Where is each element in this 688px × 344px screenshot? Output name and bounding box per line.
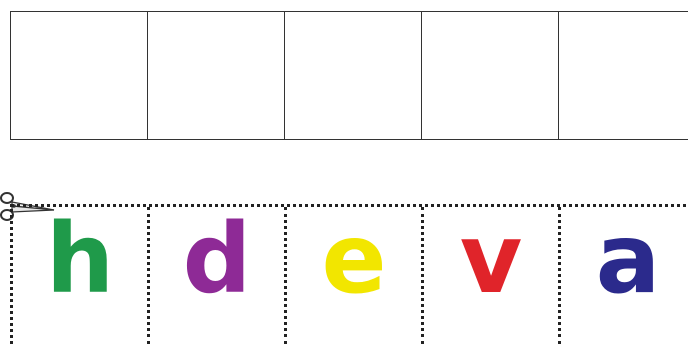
answer-box-2[interactable] (148, 12, 285, 139)
letter-card-3[interactable] (287, 203, 424, 344)
answer-box-4[interactable] (422, 12, 559, 139)
answer-box-3[interactable] (285, 12, 422, 139)
letter-cards-row (10, 204, 688, 344)
letter-card-5[interactable] (561, 203, 688, 344)
letter-v: v (459, 203, 523, 315)
letter-card-1[interactable] (13, 203, 150, 344)
letter-card-2[interactable] (150, 203, 287, 344)
letter-d: d (182, 203, 252, 315)
answer-boxes-row (10, 11, 688, 140)
letter-card-4[interactable] (424, 203, 561, 344)
letter-h: h (45, 203, 115, 315)
letter-e: e (321, 203, 387, 315)
answer-box-5[interactable] (559, 12, 688, 139)
answer-box-1[interactable] (11, 12, 148, 139)
letter-a: a (595, 203, 661, 315)
